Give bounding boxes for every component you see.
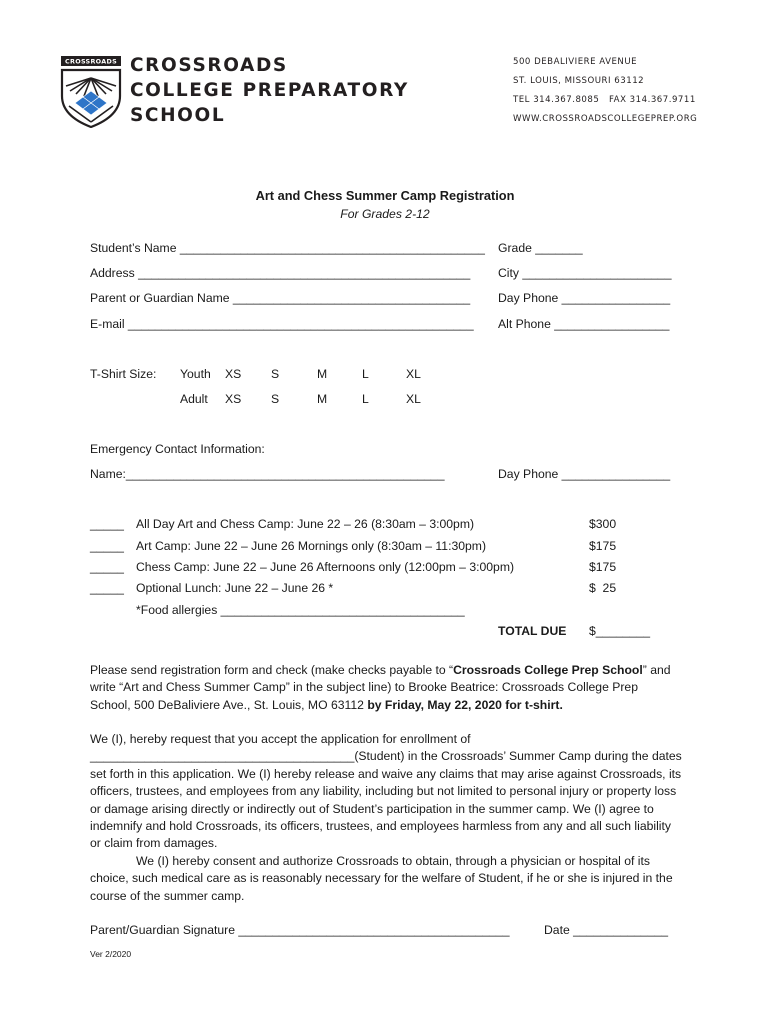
tshirt-size-option[interactable]: M — [317, 367, 328, 381]
address-phone: TEL 314.367.8085 FAX 314.367.9711 — [513, 95, 696, 105]
option-price: $300 — [589, 517, 617, 531]
alt-phone-field[interactable]: Alt Phone _________________ — [498, 317, 670, 331]
waiver-medical-text: We (I) hereby consent and authorize Crossroads to obtain, through a physician or hospital of its choice, such medical care as is reasonably necessary for the welfare of Student, if he or she is injured in the course of the summer camp. — [90, 853, 673, 903]
form-subtitle: For Grades 2-12 — [340, 207, 430, 221]
option-price: $175 — [589, 539, 617, 553]
food-allergies-field[interactable]: *Food allergies ____________________________________ — [136, 603, 465, 617]
parent-name-field[interactable]: Parent or Guardian Name ___________________________________ — [90, 291, 471, 305]
address-street: 500 DEBALIVIERE AVENUE — [513, 57, 638, 67]
svg-text:CROSSROADS: CROSSROADS — [65, 57, 117, 66]
tshirt-size-option[interactable]: XL — [406, 392, 421, 406]
emergency-name-field[interactable]: Name:_______________________________________________ — [90, 467, 445, 481]
address-website[interactable]: WWW.CROSSROADSCOLLEGEPREP.ORG — [513, 114, 698, 124]
option-check-blank[interactable]: _____ — [90, 539, 124, 553]
instructions-text: Please send registration form and check (make checks payable to “ — [90, 663, 454, 677]
tshirt-size-label: T-Shirt Size: — [90, 367, 157, 381]
tshirt-size-option[interactable]: M — [317, 392, 328, 406]
school-name-line-2: COLLEGE PREPARATORY — [130, 80, 409, 101]
emergency-day-phone-field[interactable]: Day Phone ________________ — [498, 467, 671, 481]
total-due-label: TOTAL DUE — [498, 624, 567, 638]
option-label: All Day Art and Chess Camp: June 22 – 26 (8:30am – 3:00pm) — [136, 517, 475, 531]
student-name-field[interactable]: Student’s Name _____________________________________________ — [90, 241, 485, 255]
option-check-blank[interactable]: _____ — [90, 517, 124, 531]
school-name-line-3: SCHOOL — [130, 105, 226, 126]
instructions-paragraph — [90, 662, 682, 714]
option-label: Optional Lunch: June 22 – June 26 * — [136, 581, 334, 595]
grade-field[interactable]: Grade _______ — [498, 241, 583, 255]
tshirt-size-option[interactable]: L — [362, 367, 369, 381]
tshirt-group-adult: Adult — [180, 392, 208, 406]
tshirt-size-option[interactable]: XL — [406, 367, 421, 381]
school-crest-logo — [60, 56, 122, 128]
signature-date-field[interactable]: Date ______________ — [544, 923, 669, 937]
email-field[interactable]: E-mail ___________________________________________________ — [90, 317, 474, 331]
emergency-heading: Emergency Contact Information: — [90, 442, 265, 456]
total-due-field[interactable]: $________ — [589, 624, 651, 638]
address-city: ST. LOUIS, MISSOURI 63112 — [513, 76, 645, 86]
school-name-line-1: CROSSROADS — [130, 55, 288, 76]
version-note: Ver 2/2020 — [90, 949, 132, 959]
option-price: $ 25 — [589, 581, 617, 595]
waiver-release-text: We (I), hereby request that you accept the application for enrollment of _______________________________________(Student) in the Crossroads’ Summer Camp during the dates set forth in this application. We (I) hereby release and waive any claims that may arise against Crossroads, its officers, trustees, and employees from any liability, including but not limited to personal injury or property loss or damage arising directly or indirectly out of Student’s participation in the summer camp. We (I) agree to indemnify and hold Crossroads, its officers, trustees, and employees harmless from any and all such liability or claim from damages. — [90, 732, 682, 851]
option-check-blank[interactable]: _____ — [90, 560, 124, 574]
tshirt-size-option[interactable]: XS — [225, 367, 242, 381]
tshirt-group-youth: Youth — [180, 367, 211, 381]
day-phone-field[interactable]: Day Phone ________________ — [498, 291, 671, 305]
option-label: Art Camp: June 22 – June 26 Mornings only (8:30am – 11:30pm) — [136, 539, 487, 553]
waiver-paragraph — [90, 731, 682, 905]
form-title: Art and Chess Summer Camp Registration — [255, 188, 515, 203]
city-field[interactable]: City ______________________ — [498, 266, 672, 280]
address-field[interactable]: Address _________________________________________________ — [90, 266, 471, 280]
tshirt-size-option[interactable]: L — [362, 392, 369, 406]
instructions-text: ” and write “Art and Chess Summer Camp” in the subject line) to Brooke Beatrice: Crossroads College Prep School, 500 DeBaliviere Ave., St. Louis, MO 63112 — [90, 663, 671, 712]
instructions-payee: Crossroads College Prep School — [453, 663, 643, 677]
tshirt-size-option[interactable]: S — [271, 392, 280, 406]
instructions-deadline: by Friday, May 22, 2020 for t-shirt. — [367, 697, 563, 712]
tshirt-size-option[interactable]: S — [271, 367, 280, 381]
option-check-blank[interactable]: _____ — [90, 581, 124, 595]
signature-field[interactable]: Parent/Guardian Signature ________________________________________ — [90, 923, 510, 937]
option-price: $175 — [589, 560, 617, 574]
option-label: Chess Camp: June 22 – June 26 Afternoons only (12:00pm – 3:00pm) — [136, 560, 515, 574]
tshirt-size-option[interactable]: XS — [225, 392, 242, 406]
